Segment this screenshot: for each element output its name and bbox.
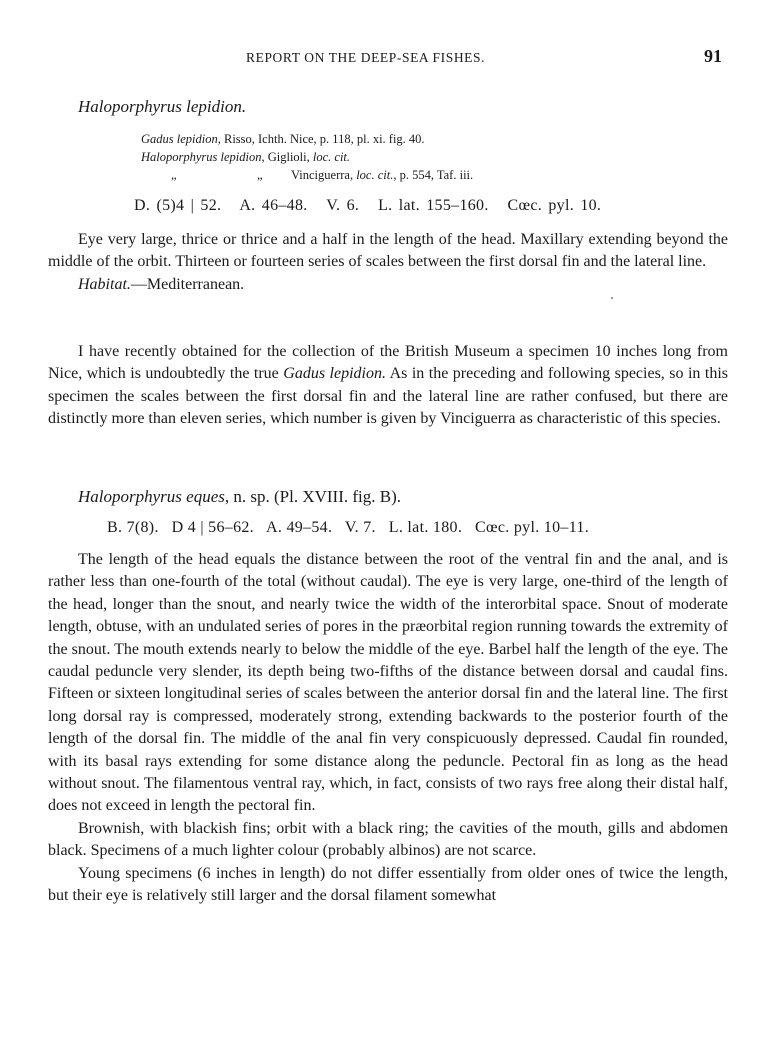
page-header <box>0 46 776 70</box>
synonym-line-2 <box>141 150 350 165</box>
habitat-label: Habitat. <box>78 275 131 293</box>
description-paragraph: The length of the head equals the distance between the root of the ventral fin and the anal, and is rather less than one-fourth of the total (without caudal). The eye is very large, one-third of the length of the head, longer than the snout, and nearly twice the width of the interorbital space. Snout of moderate length, obtuse, with an undulated series of pores in the præorbital region running towards the extremity of the snout. The mouth extends nearly to below the middle of the eye. Barbel half the length of the eye. The caudal peduncle very slender, its depth being two-fifths of the distance between dorsal and caudal fins. Fifteen or sixteen longitudinal series of scales between the anterior dorsal fin and the lateral line. The first long dorsal ray is compressed, moderately strong, extending backwards to the posterior fourth of the length of the dorsal fin. The middle of the anal fin very conspicuously depressed. Caudal fin rounded, with its basal rays extending for some distance along the peduncle. Pectoral fin as long as the head without snout. The filamentous ventral ray, which, in fact, consists of two rays free along their distal half, does not exceed in length the pectoral fin. <box>48 551 728 815</box>
species-suffix: , n. sp. (Pl. XVIII. fig. B). <box>224 487 401 506</box>
synonym-reference <box>291 168 473 183</box>
running-title: REPORT ON THE DEEP-SEA FISHES. <box>246 50 486 65</box>
note-text: I have recently obtained for the collection of the British Museum a specimen 10 inches long from Nice, which is undoubtedly the true <box>48 343 728 383</box>
synonym-loc: loc. cit. <box>356 168 394 182</box>
habitat-line <box>48 274 728 296</box>
fin-formula-lepidion: D. (5)4 | 52. A. 46–48. V. 6. L. lat. 155–160. Cœc. pyl. 10. <box>134 197 602 214</box>
note-species: Gadus lepidion. <box>283 365 386 383</box>
description-eques <box>48 549 728 908</box>
note-text: As in the preceding and following species, so in this specimen the scales between the first dorsal fin and the lateral line are rather confused, but there are distinctly more than eleven series, which number is given by Vinciguerra as characteristic of this species. <box>48 365 729 428</box>
species-heading-lepidion: Haloporphyrus lepidion. <box>78 97 247 116</box>
species-heading-eques <box>78 487 401 507</box>
colour-paragraph: Brownish, with blackish fins; orbit with a black ring; the cavities of the mouth, gills and abdomen black. Specimens of a much lighter colour (probably albinos) are not scarce. <box>48 819 728 860</box>
fin-formula-eques: B. 7(8). D 4 | 56–62. A. 49–54. V. 7. L. lat. 180. Cœc. pyl. 10–11. <box>107 519 590 536</box>
synonym-page: , p. 554, Taf. iii. <box>393 168 474 182</box>
species-name: Haloporphyrus eques <box>78 487 225 506</box>
young-paragraph: Young specimens (6 inches in length) do not differ essentially from older ones of twice the length, but their eye is relatively still larger and the dorsal filament somewhat <box>48 864 728 905</box>
description-paragraph: Eye very large, thrice or thrice and a half in the length of the head. Maxillary extending beyond the middle of the orbit. Thirteen or fourteen series of scales between the first dorsal fin and the lateral line. <box>48 231 728 271</box>
description-lepidion <box>48 229 728 296</box>
synonym-name: Gadus lepidion <box>141 132 218 146</box>
ditto-mark: „ <box>257 168 263 182</box>
synonym-reference: , Risso, Ichth. Nice, p. 118, pl. xi. fig. 40. <box>217 132 425 146</box>
synonym-loc: loc. cit. <box>312 150 351 164</box>
synonym-line-1 <box>141 132 425 147</box>
page-number: 91 <box>704 46 722 66</box>
note-lepidion <box>48 341 728 431</box>
synonym-author: Vinciguerra, <box>291 168 357 182</box>
note-paragraph <box>48 341 728 431</box>
page-speck <box>611 297 613 299</box>
synonym-name: Haloporphyrus lepidion <box>141 150 262 164</box>
habitat-value: —Mediterranean. <box>130 275 245 293</box>
synonym-reference: , Giglioli, <box>261 150 313 164</box>
ditto-mark: „ <box>171 168 177 182</box>
